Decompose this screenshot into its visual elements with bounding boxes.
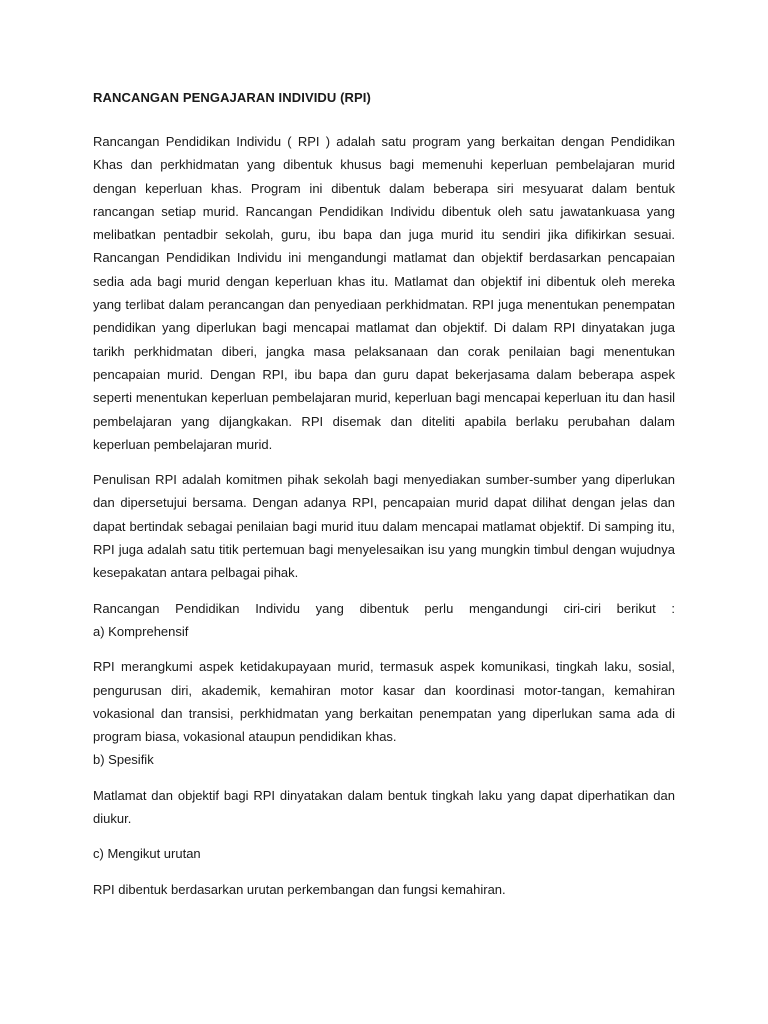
- paragraph-characteristics-intro: Rancangan Pendidikan Individu yang dibentuk perlu mengandungi ciri-ciri berikut :: [93, 600, 675, 616]
- item-b-text: Matlamat dan objektif bagi RPI dinyatakan dalam bentuk tingkah laku yang dapat diperhatikan dan diukur.: [93, 787, 675, 827]
- item-c-text: RPI dibentuk berdasarkan urutan perkembangan dan fungsi kemahiran.: [93, 881, 506, 897]
- item-c-label: c) Mengikut urutan: [93, 846, 201, 862]
- document-page: [93, 86, 675, 913]
- paragraph-introduction: Rancangan Pendidikan Individu ( RPI ) adalah satu program yang berkaitan dengan Pendidikan Khas dan perkhidmatan yang dibentuk khusus bagi memenuhi keperluan pembelajaran murid dengan keperluan khas. Program ini dibentuk dalam beberapa siri mesyuarat dalam bentuk rancangan setiap murid. Rancangan Pendidikan Individu dibentuk oleh satu jawatankuasa yang melibatkan pentadbir sekolah, guru, ibu bapa dan juga murid itu sendiri jika difikirkan sesuai. Rancangan Pendidikan Individu ini mengandungi matlamat dan objektif berdasarkan pencapaian sedia ada bagi murid dengan keperluan khas itu. Matlamat dan objektif ini dibentuk oleh mereka yang terlibat dalam perancangan dan penyediaan perkhidmatan. RPI juga menentukan penempatan pendidikan yang diperlukan bagi mencapai matlamat dan objektif. Di dalam RPI dinyatakan juga tarikh perkhidmatan diberi, jangka masa pelaksanaan dan corak penilaian bagi menentukan pencapaian murid. Dengan RPI, ibu bapa dan guru dapat bekerjasama dalam beberapa aspek seperti menentukan keperluan pembelajaran murid, keperluan bagi mencapai keperluan itu dan hasil pembelajaran yang dijangkakan. RPI disemak dan diteliti apabila berlaku perubahan dalam keperluan pembelajaran murid.: [93, 134, 675, 452]
- item-b-label: b) Spesifik: [93, 752, 154, 768]
- document-title: RANCANGAN PENGAJARAN INDIVIDU (RPI): [93, 90, 371, 105]
- item-a-label: a) Komprehensif: [93, 623, 189, 639]
- item-a-text: RPI merangkumi aspek ketidakupayaan murid, termasuk aspek komunikasi, tingkah laku, sosial, pengurusan diri, akademik, kemahiran motor kasar dan koordinasi motor-tangan, kemahiran vokasional dan transisi, perkhidmatan yang berkaitan penempatan yang diperlukan sama ada di program biasa, vokasional ataupun pendidikan khas.: [93, 659, 675, 745]
- paragraph-commitment: Penulisan RPI adalah komitmen pihak sekolah bagi menyediakan sumber-sumber yang diperlukan dan dipersetujui bersama. Dengan adanya RPI, pencapaian murid dapat dilihat dengan jelas dan dapat bertindak sebagai penilaian bagi murid ituu dalam mencapai matlamat objektif. Di samping itu, RPI juga adalah satu titik pertemuan bagi menyelesaikan isu yang mungkin timbul dengan wujudnya kesepakatan antara pelbagai pihak.: [93, 472, 675, 581]
